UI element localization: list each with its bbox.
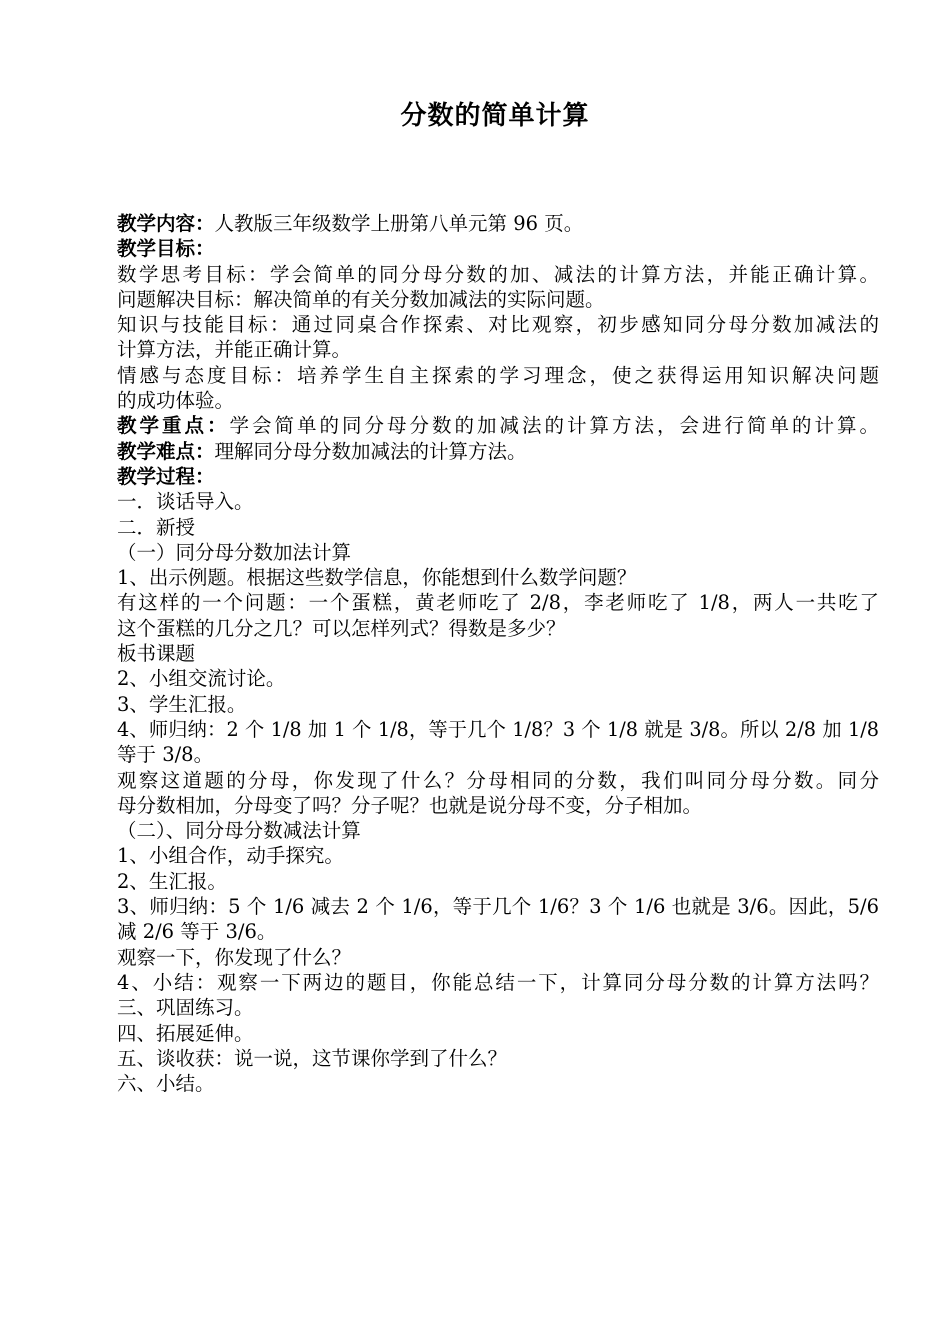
line-text: 4、小结：观察一下两边的题目，你能总结一下，计算同分母分数的计算方法吗？ — [117, 970, 879, 994]
line-text: 二．新授 — [117, 515, 196, 539]
body-line — [117, 1021, 879, 1046]
section-label: 教学过程： — [117, 464, 215, 488]
body-line — [117, 818, 879, 843]
body-line — [117, 211, 879, 236]
body-line — [117, 540, 879, 565]
line-text: 2、小组交流讨论。 — [117, 667, 286, 691]
line-text: （二）、同分母分数减法计算 — [117, 819, 361, 843]
line-text: 三、巩固练习。 — [117, 996, 254, 1020]
body-line — [117, 793, 879, 818]
line-text: 3、学生汇报。 — [117, 692, 247, 716]
body-line — [117, 236, 879, 261]
line-text: 减 2/6 等于 3/6。 — [117, 920, 277, 944]
body-line — [117, 869, 879, 894]
body-line — [117, 717, 879, 742]
line-text: 观察这道题的分母，你发现了什么？分母相同的分数，我们叫同分母分数。同分 — [117, 768, 879, 792]
line-text: 这个蛋糕的几分之几？可以怎样列式？得数是多少？ — [117, 616, 566, 640]
document-body — [117, 211, 879, 1096]
line-text: 理解同分母分数加减法的计算方法。 — [214, 439, 527, 463]
line-text: 一．谈话导入。 — [117, 490, 254, 514]
body-line — [117, 970, 879, 995]
body-line — [117, 995, 879, 1020]
body-line — [117, 843, 879, 868]
line-text: 人教版三年级数学上册第八单元第 96 页。 — [214, 212, 584, 235]
body-line — [117, 287, 879, 312]
body-line — [117, 1046, 879, 1071]
line-text: 六、小结。 — [117, 1072, 215, 1096]
line-text: 五、谈收获：说一说，这节课你学到了什么？ — [117, 1046, 508, 1070]
body-line — [117, 919, 879, 944]
line-text: 四、拓展延伸。 — [117, 1021, 254, 1045]
body-line — [117, 388, 879, 413]
line-text: 情感与态度目标：培养学生自主探索的学习理念，使之获得运用知识解决问题 — [117, 363, 879, 387]
body-line — [117, 616, 879, 641]
body-line — [117, 337, 879, 362]
body-line — [117, 641, 879, 666]
body-line — [117, 894, 879, 919]
body-line — [117, 1071, 879, 1096]
line-text: 2、生汇报。 — [117, 869, 227, 893]
line-text: 3、师归纳：5 个 1/6 减去 2 个 1/6，等于几个 1/6？3 个 1/6 也就是 3/6。因此，5/6 — [117, 895, 879, 919]
line-text: 母分数相加，分母变了吗？分子呢？也就是说分母不变，分子相加。 — [117, 793, 703, 817]
body-line — [117, 515, 879, 540]
line-text: 有这样的一个问题：一个蛋糕，黄老师吃了 2/8，李老师吃了 1/8，两人一共吃了 — [117, 591, 879, 615]
line-text: 知识与技能目标：通过同桌合作探索、对比观察，初步感知同分母分数加减法的 — [117, 313, 879, 337]
body-line — [117, 692, 879, 717]
line-text: 数学思考目标：学会简单的同分母分数的加、减法的计算方法，并能正确计算。 — [117, 262, 879, 286]
body-line — [117, 439, 879, 464]
line-text: 学会简单的同分母分数的加减法的计算方法，会进行简单的计算。 — [229, 414, 879, 438]
body-line — [117, 945, 879, 970]
document-title: 分数的简单计算 — [400, 101, 590, 131]
line-text: 4、师归纳：2 个 1/8 加 1 个 1/8，等于几个 1/8？3 个 1/8 就是 3/8。所以 2/8 加 1/8 — [117, 717, 879, 741]
body-line — [117, 666, 879, 691]
body-line — [117, 363, 879, 388]
section-label: 教学目标： — [117, 237, 215, 261]
line-text: 板书课题 — [117, 642, 196, 666]
line-text: 等于 3/8。 — [117, 743, 214, 767]
line-text: 问题解决目标：解决简单的有关分数加减法的实际问题。 — [117, 287, 605, 311]
body-line — [117, 768, 879, 793]
section-label: 教学内容： — [117, 212, 215, 235]
line-text: 1、小组合作，动手探究。 — [117, 844, 344, 868]
body-line — [117, 464, 879, 489]
body-line — [117, 413, 879, 438]
body-line — [117, 262, 879, 287]
body-line — [117, 565, 879, 590]
line-text: （一）同分母分数加法计算 — [117, 540, 352, 564]
section-label: 教学难点： — [117, 439, 215, 463]
line-text: 计算方法，并能正确计算。 — [117, 338, 352, 362]
body-line — [117, 312, 879, 337]
body-line — [117, 489, 879, 514]
section-label: 教学重点： — [117, 414, 230, 438]
body-line — [117, 590, 879, 615]
body-line — [117, 742, 879, 767]
line-text: 1、出示例题。根据这些数学信息，你能想到什么数学问题？ — [117, 566, 637, 590]
line-text: 的成功体验。 — [117, 389, 235, 413]
line-text: 观察一下，你发现了什么？ — [117, 945, 352, 969]
